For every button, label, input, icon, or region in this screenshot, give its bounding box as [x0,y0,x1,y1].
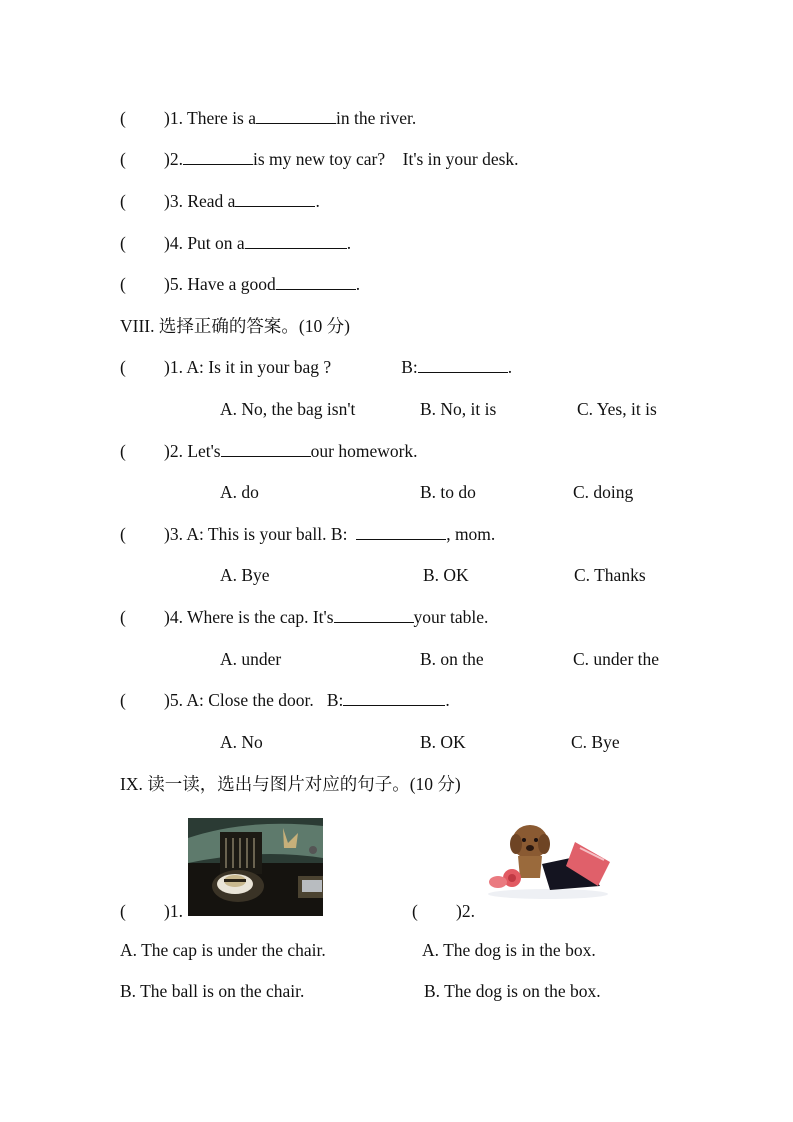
option-a[interactable]: A. No, the bag isn't [220,399,356,419]
fill-item-2 [120,148,519,170]
item-text: There is a [182,108,257,128]
fill-item-1 [120,107,416,129]
mc-question-1 [120,356,512,378]
answer-paren: ( [120,357,126,377]
picture-1-option-a[interactable]: A. The cap is under the chair. [120,940,326,960]
answer-paren: ( [120,274,126,294]
mc-question-4 [120,606,488,628]
item-text: Have a good [182,274,276,294]
item-number: )3. [164,191,183,211]
option-a[interactable]: A. under [220,649,282,669]
chair-with-hat-photo [188,818,323,916]
item-number: )5. [164,690,183,710]
option-b[interactable]: B. OK [420,732,466,752]
answer-paren: ( [120,607,126,627]
answer-paren: ( [120,524,126,544]
item-text: , mom. [446,524,496,544]
option-a[interactable]: A. No [220,732,263,752]
option-c[interactable]: C. Thanks [574,565,646,585]
answer-paren: ( [120,108,126,128]
mc-question-3 [120,523,495,545]
item-text: is my new toy car? It's in your desk. [252,149,519,169]
item-text: . [315,191,320,211]
answer-paren: ( [120,191,126,211]
option-c[interactable]: C. Bye [571,732,620,752]
item-number: )4. [164,607,183,627]
answer-blank[interactable] [334,606,414,623]
fill-item-5 [120,273,360,295]
item-number: )2. [164,149,183,169]
option-c[interactable]: C. under the [573,649,660,669]
item-text: Where is the cap. It's [182,607,334,627]
item-text: A: Is it in your bag ? [182,357,332,377]
dog-in-gift-box-photo [480,820,615,900]
item-text: B: [401,357,418,377]
option-b[interactable]: B. to do [420,482,476,502]
answer-blank[interactable] [183,148,253,165]
item-text: our homework. [310,441,418,461]
answer-blank[interactable] [235,190,315,207]
answer-blank[interactable] [276,273,356,290]
answer-blank[interactable] [256,107,336,124]
answer-blank[interactable] [356,523,446,540]
item-text: Read a [182,191,236,211]
answer-paren: ( [120,233,126,253]
item-number: )2. [164,441,183,461]
section-8-title: VIII. 选择正确的答案。(10 分) [120,316,350,336]
item-text: A: Close the door. B: [182,690,344,710]
mc-question-2 [120,440,418,462]
fill-item-3 [120,190,320,212]
item-text: your table. [413,607,489,627]
picture-2-option-a[interactable]: A. The dog is in the box. [422,940,596,960]
item-text: in the river. [336,108,417,128]
picture-item-2 [412,900,475,922]
item-text: . [355,274,361,294]
answer-blank[interactable] [221,440,311,457]
item-number: )4. [164,233,183,253]
item-number: )1. [164,108,183,128]
option-b[interactable]: B. OK [423,565,469,585]
option-c[interactable]: C. doing [573,482,634,502]
option-b[interactable]: B. on the [420,649,484,669]
answer-blank[interactable] [418,356,508,373]
answer-paren: ( [120,441,126,461]
item-text: . [445,690,450,710]
answer-paren: ( [120,901,126,921]
item-text: . [507,357,513,377]
item-number: )3. [164,524,183,544]
option-a[interactable]: A. Bye [220,565,270,585]
answer-blank[interactable] [245,232,347,249]
item-text: . [346,233,352,253]
picture-2-option-b[interactable]: B. The dog is on the box. [424,981,601,1001]
answer-paren: ( [120,149,126,169]
item-text: Put on a [182,233,245,253]
answer-paren: ( [412,901,418,921]
mc-question-5 [120,689,450,711]
fill-item-4 [120,232,351,254]
picture-1-option-b[interactable]: B. The ball is on the chair. [120,981,305,1001]
item-text: A: This is your ball. B: [182,524,357,544]
item-number: )2. [456,901,475,921]
picture-item-1 [120,900,183,922]
item-number: )1. [164,901,183,921]
option-c[interactable]: C. Yes, it is [577,399,657,419]
item-number: )5. [164,274,183,294]
item-text: Let's [182,441,221,461]
option-a[interactable]: A. do [220,482,259,502]
answer-paren: ( [120,690,126,710]
answer-blank[interactable] [343,689,445,706]
option-b[interactable]: B. No, it is [420,399,497,419]
section-9-title: IX. 读一读，选出与图片对应的句子。(10 分) [120,774,461,794]
item-number: )1. [164,357,183,377]
